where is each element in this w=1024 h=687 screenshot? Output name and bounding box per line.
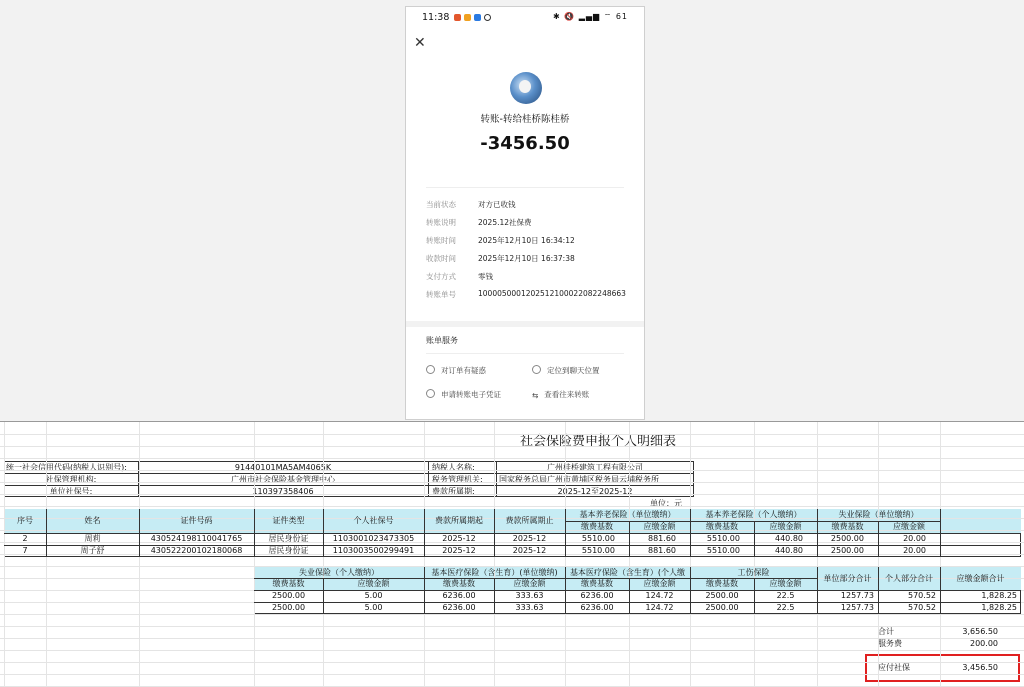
group-header: 失业保险（个人缴纳） [299, 568, 379, 577]
table-cell: 居民身份证 [268, 534, 309, 543]
swap-icon: ⇆ [532, 391, 539, 400]
sub-header: 应缴金额 [893, 522, 925, 531]
gridline [428, 461, 429, 497]
table-cell: 20.00 [903, 534, 926, 543]
info-label: 支付方式 [426, 272, 456, 281]
agency: 广州市社会保险基金管理中心 [231, 475, 335, 484]
column-header: 个人社保号 [353, 516, 394, 525]
table-cell: 5510.00 [706, 546, 740, 555]
table-cell: 1103003500299491 [332, 546, 415, 555]
unit-no-label: 单位社保号: [49, 487, 93, 496]
table-cell: 2025-12 [442, 546, 476, 555]
group-header: 工伤保险 [737, 568, 770, 577]
column-header: 费款所属期止 [505, 516, 554, 525]
close-icon[interactable]: ✕ [414, 35, 426, 51]
section-gap [406, 321, 644, 327]
table-cell: 5.00 [364, 603, 383, 612]
table-cell: 6236.00 [580, 603, 614, 612]
info-label: 收款时间 [426, 254, 456, 263]
table-cell: 1,828.25 [981, 603, 1017, 612]
taxpayer-label: 纳税人名称: [432, 463, 475, 472]
sub-header: 应缴金额 [513, 579, 546, 588]
eye-icon [484, 14, 491, 21]
fee-label: 服务费 [878, 639, 902, 648]
table-cell: 124.72 [645, 591, 674, 600]
gridline [0, 434, 1024, 435]
table-cell: 881.60 [648, 534, 676, 543]
service-label: 查看往来转账 [544, 390, 590, 399]
column-header: 个人部分合计 [885, 574, 933, 583]
table-cell: 2500.00 [271, 603, 306, 612]
sub-header: 缴费基数 [831, 522, 864, 531]
gridline [0, 638, 1024, 639]
group-header: 基本养老保险（个人缴纳） [705, 510, 802, 519]
table-cell: 333.63 [515, 603, 544, 612]
table-cell: 1,828.25 [981, 591, 1017, 600]
table-cell: 2500.00 [705, 603, 739, 612]
table-cell: 2500.00 [705, 591, 739, 600]
info-value: 2025.12社保费 [478, 218, 532, 227]
unit-no: 110397358406 [252, 487, 314, 496]
service-label: 申请转账电子凭证 [441, 390, 501, 399]
sub-header: 缴费基数 [581, 579, 613, 588]
column-header: 证件号码 [180, 516, 213, 525]
info-label: 转账说明 [426, 218, 456, 227]
table-cell: 2025-12 [512, 546, 547, 555]
gridline [0, 650, 1024, 651]
group-header: 基本医疗保险（含生育）(个人缴 [569, 568, 686, 577]
group-header: 基本医疗保险（含生育）(单位缴纳) [431, 568, 558, 577]
table-cell: 周子舒 [80, 546, 105, 555]
divider [426, 353, 624, 354]
table-cell: 22.5 [776, 603, 795, 612]
sub-header: 应缴金额 [643, 522, 676, 531]
avatar [510, 72, 542, 104]
voucher-icon [426, 389, 435, 398]
chat-icon [532, 365, 541, 374]
table-cell: 居民身份证 [268, 546, 309, 555]
gridline [940, 509, 941, 557]
table-cell: 333.63 [515, 591, 544, 600]
info-value: 1000050001202512100022082248663 [478, 289, 626, 298]
table-cell: 1257.73 [840, 591, 874, 600]
info-value: 零钱 [478, 272, 493, 281]
table-cell: 1257.73 [840, 603, 874, 612]
services-title: 账单服务 [426, 336, 458, 345]
app-notification-icon [464, 14, 471, 21]
sub-header: 缴费基数 [706, 522, 738, 531]
taxpayer: 广州桂桥建筑工程有限公司 [547, 463, 643, 472]
table-cell: 5510.00 [581, 546, 615, 555]
group-header: 基本养老保险（单位缴纳） [579, 510, 676, 519]
status-icons: ✱ 🔇 ▂▄▆ ⌔ 61 [553, 12, 628, 21]
table-cell: 周莉 [84, 534, 101, 543]
gridline [0, 614, 1024, 615]
column-header: 证件类型 [272, 516, 305, 525]
sub-header: 缴费基数 [706, 579, 738, 588]
status-bar [406, 10, 644, 26]
table-cell: 430524198110041765 [150, 534, 243, 543]
table-cell: 2025-12 [512, 534, 547, 543]
unit-text: 单位：元 [650, 499, 682, 508]
question-icon [426, 365, 435, 374]
period-label: 费款所属期: [432, 487, 475, 496]
table-cell: 6236.00 [580, 591, 614, 600]
gridline [0, 662, 1024, 663]
table-cell: 2500.00 [830, 546, 864, 555]
app-notification-icon [454, 14, 461, 21]
spreadsheet [0, 421, 1024, 687]
group-header: 失业保险（单位缴纳） [838, 510, 919, 519]
sub-header: 应缴金额 [643, 579, 676, 588]
table-cell: 5.00 [364, 591, 383, 600]
info-value: 2025年12月10日 16:34:12 [478, 236, 575, 245]
column-header: 费款所属期起 [435, 516, 483, 525]
tax-org: 国家税务总局广州市黄埔区税务局云埔税务所 [499, 475, 659, 484]
service-locate-chat[interactable] [532, 365, 600, 376]
table-cell: 440.80 [775, 534, 803, 543]
status-time: 11:38 [422, 12, 450, 23]
table-cell: 22.5 [776, 591, 795, 600]
table-cell: 2 [22, 534, 28, 543]
total-label: 合计 [878, 627, 894, 636]
sub-header: 缴费基数 [272, 579, 305, 588]
column-header: 应缴金额合计 [956, 574, 1005, 583]
gridline [0, 482, 1024, 483]
gridline [0, 626, 1024, 627]
agency-label: 社保管理机构: [45, 475, 97, 484]
fee-value: 200.00 [970, 639, 998, 648]
sub-header: 应缴金额 [357, 579, 390, 588]
app-notification-icon [474, 14, 481, 21]
table-cell: 570.52 [908, 591, 936, 600]
credit-code-label: 统一社会信用代码(纳税人识别号): [6, 463, 127, 472]
column-header: 姓名 [84, 516, 101, 525]
period: 2025-12至2025-12 [557, 487, 633, 496]
table-cell: 124.72 [645, 603, 674, 612]
table-cell: 881.60 [648, 546, 676, 555]
table-cell: 430522200102180068 [150, 546, 243, 555]
gridline [0, 446, 1024, 447]
gridline [0, 458, 1024, 459]
sub-header: 缴费基数 [581, 522, 613, 531]
service-label: 定位到聊天位置 [547, 366, 600, 375]
tax-org-label: 税务管理机关: [432, 475, 483, 484]
column-header: 序号 [17, 516, 33, 525]
payable-label: 应付社保 [878, 663, 910, 672]
info-value: 2025年12月10日 16:37:38 [478, 254, 575, 263]
service-transfer-history[interactable] [532, 389, 589, 400]
credit-code: 91440101MA5AM4065K [234, 463, 332, 472]
table-cell: 570.52 [908, 603, 936, 612]
table-cell: 2500.00 [830, 534, 864, 543]
sub-header: 缴费基数 [443, 579, 475, 588]
table-cell: 5510.00 [581, 534, 615, 543]
table-cell: 6236.00 [442, 603, 476, 612]
service-label: 对订单有疑惑 [441, 366, 486, 375]
total-value: 3,656.50 [962, 627, 998, 636]
table-cell: 2025-12 [442, 534, 476, 543]
service-order-question[interactable] [426, 365, 486, 376]
transfer-title: 转账-转给桂桥陈桂桥 [480, 114, 570, 125]
table-cell: 6236.00 [442, 591, 476, 600]
payable-value: 3,456.50 [962, 663, 998, 672]
phone-screenshot [405, 6, 645, 420]
gridline [0, 674, 1024, 675]
table-cell: 7 [22, 546, 28, 555]
sub-header: 应缴金额 [769, 579, 802, 588]
highlight-box [865, 654, 1020, 682]
column-header: 单位部分合计 [823, 574, 872, 583]
table-cell: 1103001023473305 [332, 534, 415, 543]
sub-header: 应缴金额 [769, 522, 802, 531]
divider [426, 187, 624, 188]
service-e-voucher[interactable] [426, 389, 501, 400]
gridline [0, 506, 1024, 507]
table-cell: 20.00 [903, 546, 926, 555]
table-cell: 5510.00 [706, 534, 740, 543]
table-cell: 2500.00 [271, 591, 306, 600]
info-label: 转账单号 [426, 290, 456, 299]
sheet-title: 社会保险费申报个人明细表 [520, 434, 677, 449]
transfer-amount: -3456.50 [480, 133, 570, 154]
info-label: 当前状态 [426, 200, 456, 209]
info-value: 对方已收钱 [478, 200, 516, 209]
table-cell: 440.80 [775, 546, 803, 555]
info-label: 转账时间 [426, 236, 456, 245]
gridline [0, 470, 1024, 471]
gridline [0, 494, 1024, 495]
